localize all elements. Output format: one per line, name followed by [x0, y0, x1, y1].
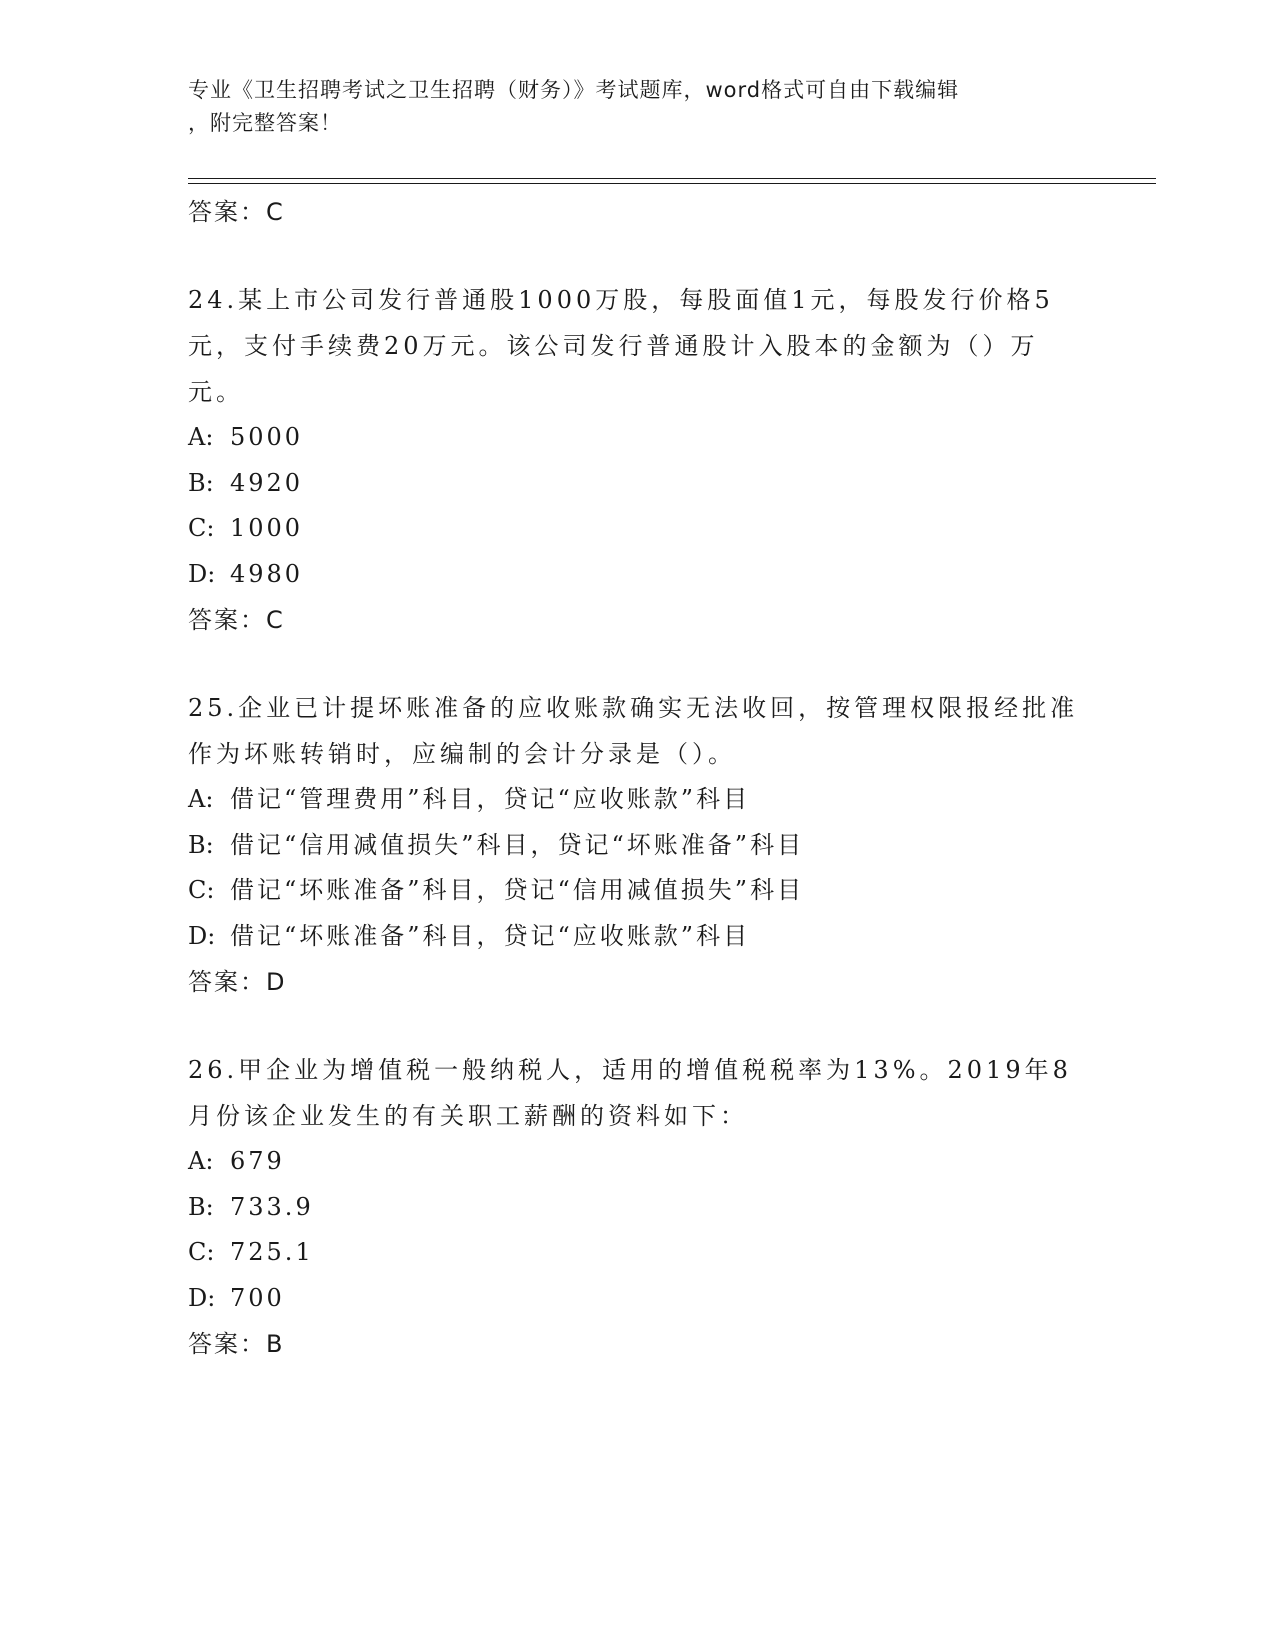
question-stem: 26.甲企业为增值税一般纳税人，适用的增值税税率为13%。2019年8月份该企业发生的有关职工薪酬的资料如下：: [188, 1056, 1072, 1130]
question-list: [188, 189, 1088, 1367]
option-key: D:: [188, 921, 216, 950]
question-answer: 答案：D: [188, 968, 287, 996]
option-text: 4980: [230, 559, 304, 588]
option-key: B:: [188, 1192, 214, 1221]
option-key: B:: [188, 468, 214, 497]
option-key: A:: [188, 785, 214, 813]
option-text: 借记“坏账准备”科目，贷记“信用减值损失”科目: [230, 876, 805, 904]
option-key: B:: [188, 830, 214, 859]
option-text: 700: [230, 1283, 285, 1312]
option-c: [188, 506, 1088, 552]
option-text: 4920: [230, 468, 304, 497]
option-b: [188, 461, 1088, 507]
header-line-2: ，附完整答案！: [188, 111, 342, 135]
option-key: C:: [188, 876, 215, 904]
question-26: [188, 1047, 1088, 1367]
option-key: A:: [188, 423, 214, 451]
option-d: [188, 1276, 1088, 1322]
header-divider-top: [188, 178, 1156, 179]
header-divider-bottom: [188, 183, 1156, 184]
option-key: C:: [188, 1238, 215, 1266]
document-header: [188, 74, 1088, 140]
question-25: [188, 685, 1088, 1005]
option-d: [188, 552, 1088, 598]
option-b: [188, 823, 1088, 869]
option-a: [188, 777, 1088, 823]
question-24: [188, 277, 1088, 643]
option-b: [188, 1185, 1088, 1231]
option-key: D:: [188, 559, 216, 588]
question-answer: 答案：C: [188, 606, 285, 634]
option-a: [188, 1139, 1088, 1185]
option-c: [188, 1230, 1088, 1276]
option-text: 725.1: [230, 1238, 314, 1266]
option-a: [188, 415, 1088, 461]
option-key: D:: [188, 1283, 216, 1312]
previous-answer: 答案：C: [188, 198, 285, 226]
option-text: 679: [230, 1147, 285, 1175]
option-c: [188, 868, 1088, 914]
option-text: 733.9: [230, 1192, 314, 1221]
header-line-1: 专业《卫生招聘考试之卫生招聘（财务）》考试题库，word格式可自由下载编辑: [188, 78, 960, 102]
option-text: 借记“信用减值损失”科目，贷记“坏账准备”科目: [230, 830, 805, 859]
option-key: C:: [188, 514, 215, 542]
question-stem: 25.企业已计提坏账准备的应收账款确实无法收回，按管理权限报经批准作为坏账转销时，应编制的会计分录是（）。: [188, 694, 1079, 768]
option-text: 借记“坏账准备”科目，贷记“应收账款”科目: [230, 921, 751, 950]
question-answer: 答案：B: [188, 1330, 285, 1358]
option-text: 5000: [230, 423, 304, 451]
option-d: [188, 914, 1088, 960]
option-text: 借记“管理费用”科目，贷记“应收账款”科目: [230, 785, 751, 813]
option-text: 1000: [230, 514, 304, 542]
question-stem: 24.某上市公司发行普通股1000万股，每股面值1元，每股发行价格5元，支付手续费20万元。该公司发行普通股计入股本的金额为（）万元。: [188, 286, 1054, 406]
option-key: A:: [188, 1147, 214, 1175]
